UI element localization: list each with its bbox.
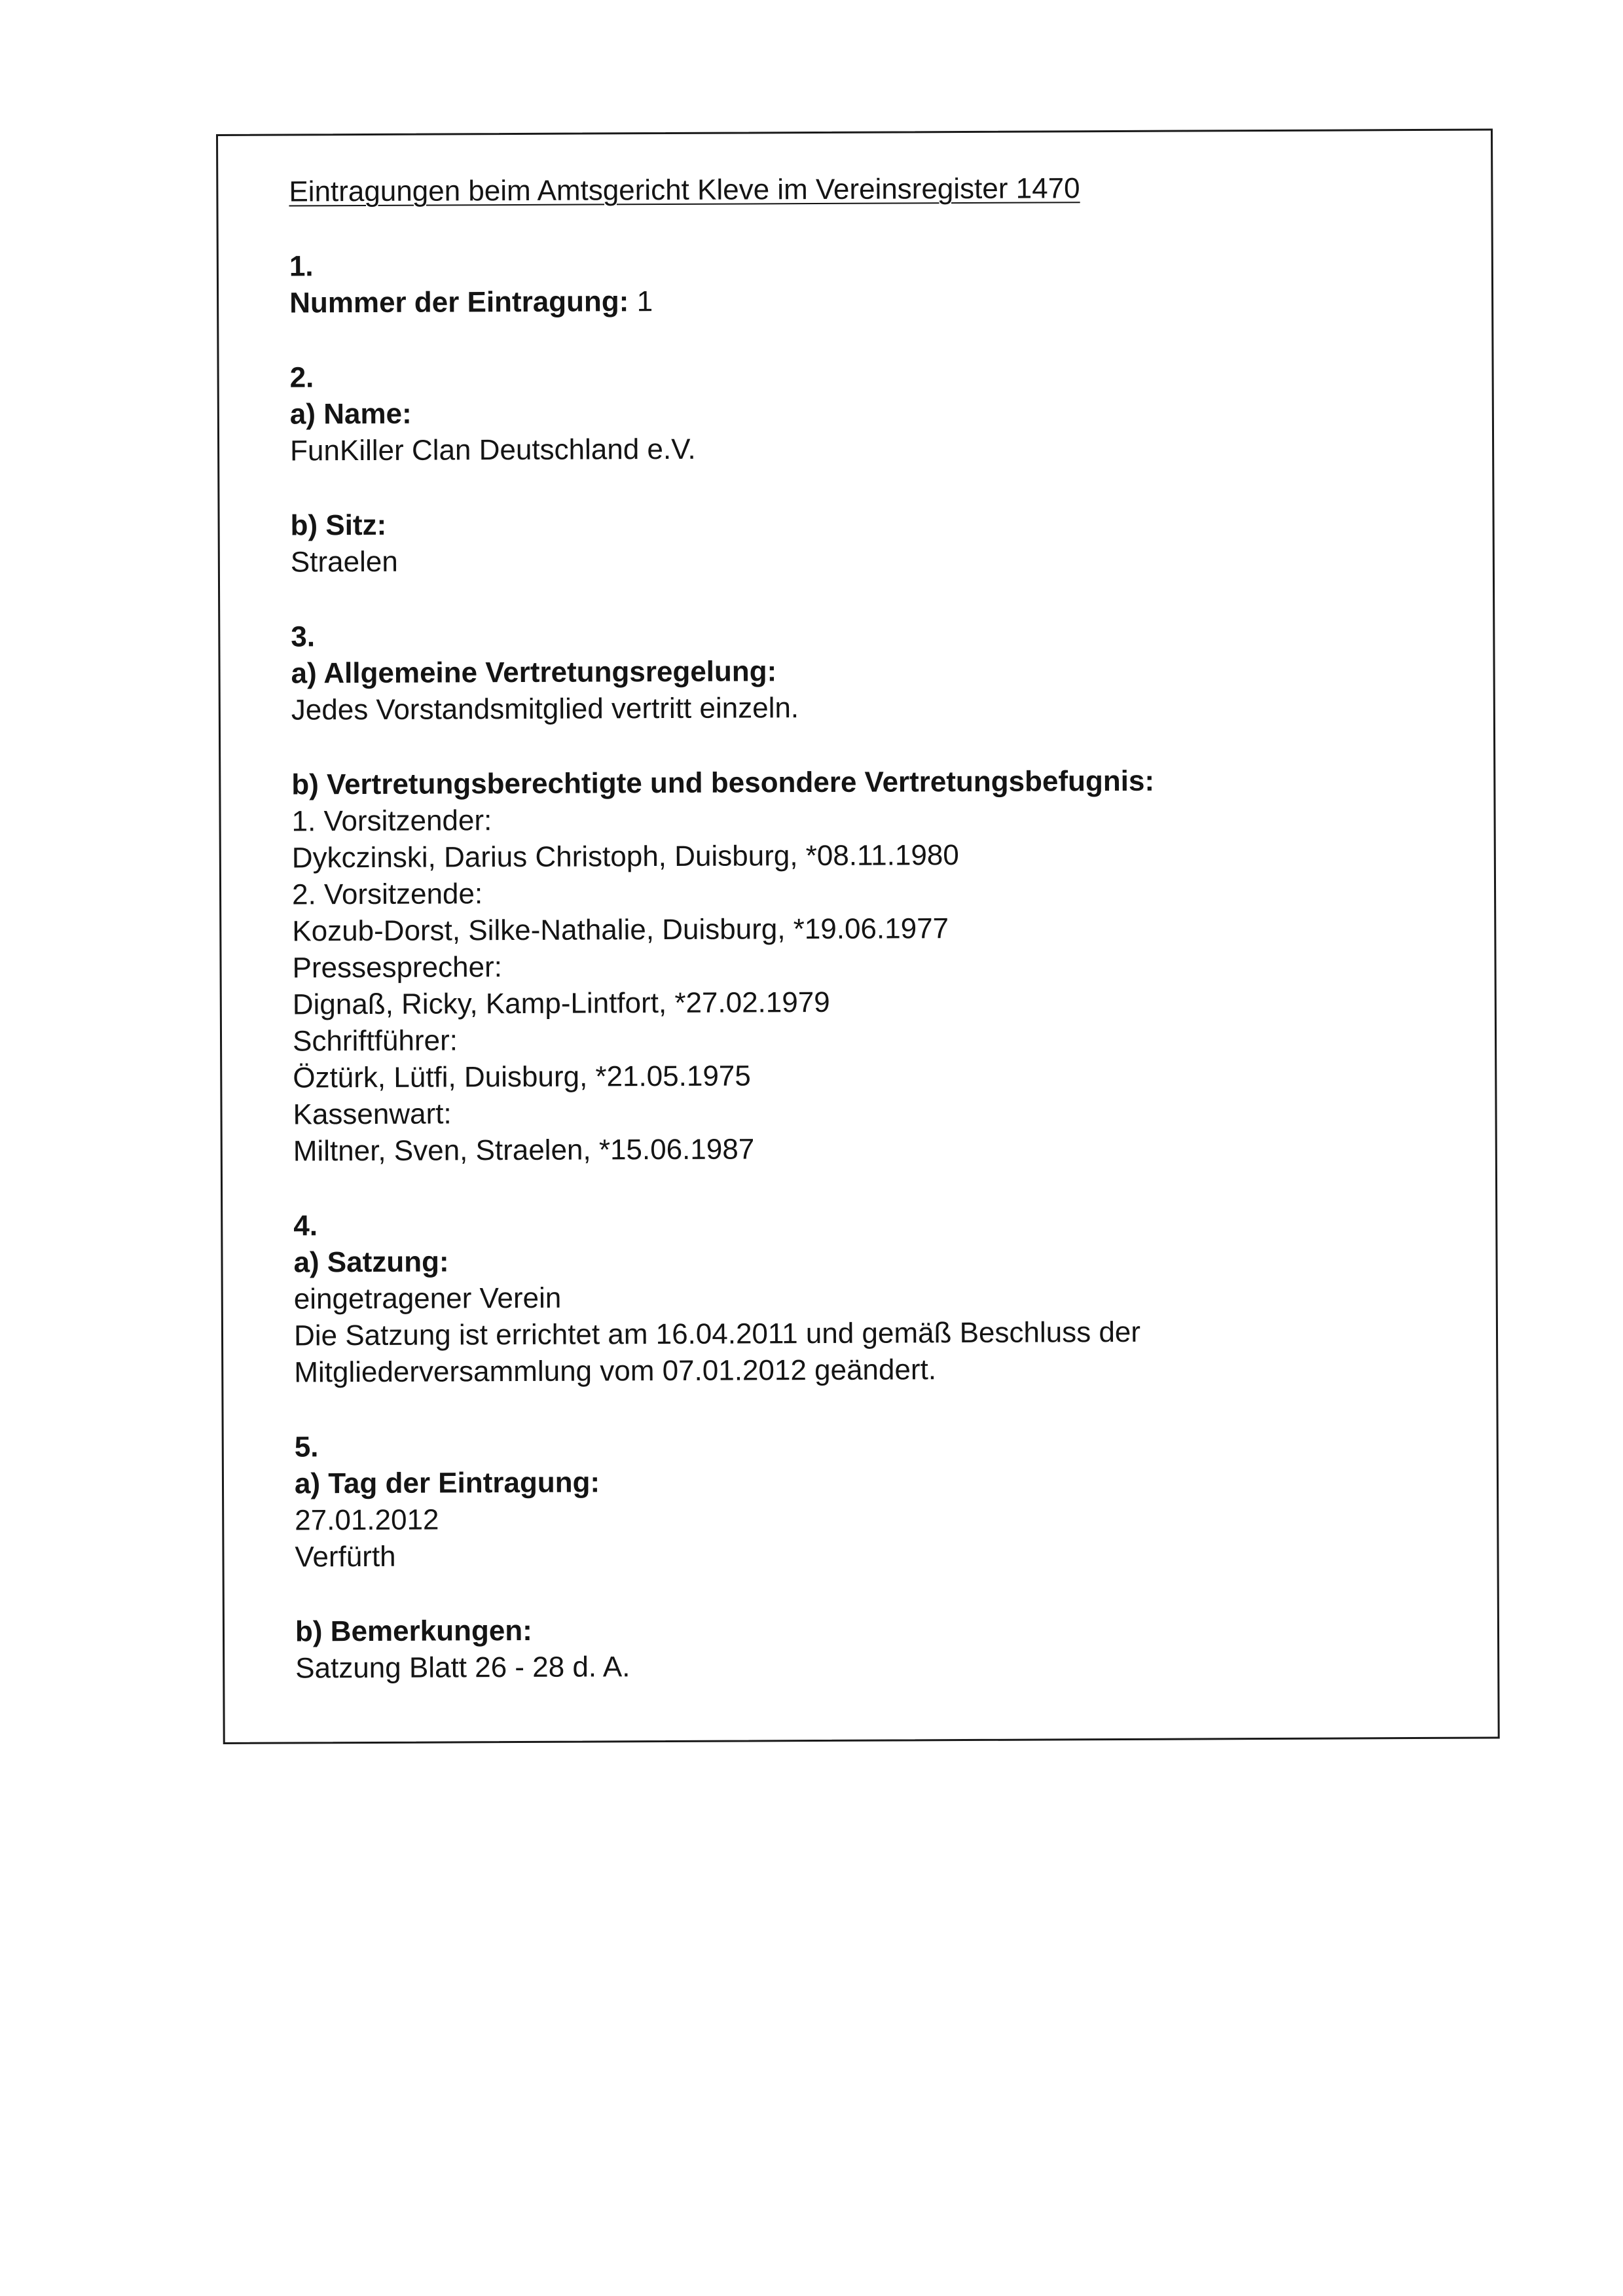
section-number: 2. <box>289 361 314 394</box>
board-line: Kassenwart: <box>293 1098 452 1131</box>
board-line: Dignaß, Ricky, Kamp-Lintfort, *27.02.1979 <box>292 986 830 1021</box>
board-line: Öztürk, Lütfi, Duisburg, *21.05.1975 <box>293 1060 751 1094</box>
section-3 <box>291 614 1459 1170</box>
board-line: Miltner, Sven, Straelen, *15.06.1987 <box>293 1133 755 1168</box>
section-4 <box>293 1203 1459 1391</box>
name-label: a) Name: <box>289 397 412 431</box>
section-5b <box>295 1609 1461 1687</box>
section-2b <box>290 503 1455 581</box>
section-number: 4. <box>293 1210 318 1242</box>
board-line: 2. Vorsitzende: <box>291 878 483 911</box>
section-1 <box>289 243 1455 322</box>
section-2a <box>290 355 1456 470</box>
registration-date-value: 27.01.2012 <box>295 1503 439 1537</box>
remarks-label: b) Bemerkungen: <box>295 1614 532 1648</box>
statute-line: Mitgliederversammlung vom 07.01.2012 geändert. <box>294 1354 937 1389</box>
section-3a <box>291 614 1457 729</box>
board-members-label: b) Vertretungsberechtigte und besondere Vertretungsbefugnis: <box>291 764 1155 801</box>
section-2 <box>290 355 1456 581</box>
registration-date-label: a) Tag der Eintragung: <box>294 1466 600 1500</box>
section-number: 5. <box>294 1431 319 1463</box>
statute-line: eingetragener Verein <box>293 1282 562 1316</box>
statute-label: a) Satzung: <box>293 1246 449 1279</box>
section-number: 3. <box>291 620 316 653</box>
section-5a <box>295 1424 1461 1576</box>
representation-rule-value: Jedes Vorstandsmitglied vertritt einzeln. <box>291 692 799 726</box>
board-line: Kozub-Dorst, Silke-Nathalie, Duisburg, *19.06.1977 <box>292 912 949 948</box>
section-3b <box>291 762 1459 1170</box>
entry-number-label: Nummer der Eintragung: <box>289 285 629 319</box>
statute-line: Die Satzung ist errichtet am 16.04.2011 und gemäß Beschluss der <box>293 1316 1141 1352</box>
board-line: Pressesprecher: <box>292 951 503 984</box>
seat-value: Straelen <box>290 545 398 579</box>
register-entry-frame <box>216 128 1500 1744</box>
board-line: Schriftführer: <box>292 1024 458 1058</box>
seat-label: b) Sitz: <box>290 509 387 542</box>
section-5 <box>295 1424 1461 1687</box>
remarks-value: Satzung Blatt 26 - 28 d. A. <box>295 1651 630 1685</box>
registrar-name: Verfürth <box>295 1540 396 1573</box>
board-line: 1. Vorsitzender: <box>291 804 492 838</box>
name-value: FunKiller Clan Deutschland e.V. <box>290 433 696 467</box>
document-header: Eintragungen beim Amtsgericht Kleve im Vereinsregister 1470 <box>289 172 1080 208</box>
entry-number-value: 1 <box>636 285 653 318</box>
section-number: 1. <box>289 250 314 283</box>
board-line: Dykczinski, Darius Christoph, Duisburg, *08.11.1980 <box>291 839 959 874</box>
register-entry-content <box>289 169 1461 1687</box>
representation-rule-label: a) Allgemeine Vertretungsregelung: <box>291 655 777 690</box>
entry-number-row <box>289 280 1455 322</box>
